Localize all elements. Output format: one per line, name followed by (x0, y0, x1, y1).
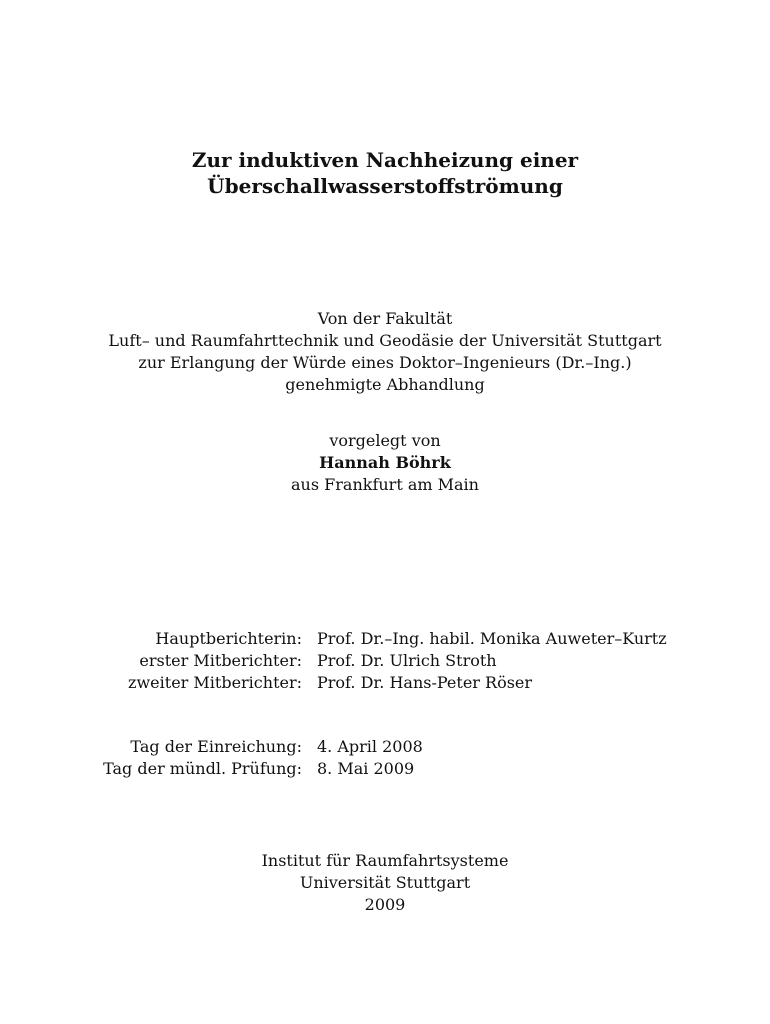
faculty-line-1: Von der Fakultät (317, 309, 453, 328)
date-row (0, 758, 770, 780)
examiner-row (0, 672, 770, 694)
examiner-row (0, 628, 770, 650)
date-value: 4. April 2008 (317, 737, 423, 756)
examiner-label: Hauptberichterin: (155, 629, 302, 648)
thesis-title-line-2: Überschallwasserstoffströmung (207, 174, 563, 198)
examiner-value: Prof. Dr. Hans-Peter Röser (317, 673, 533, 692)
examiner-value: Prof. Dr.–Ing. habil. Monika Auweter–Kurtz (317, 629, 667, 648)
institute-name: Institut für Raumfahrtsysteme (261, 851, 509, 870)
date-row (0, 736, 770, 758)
publication-year: 2009 (364, 895, 406, 914)
examiner-label: zweiter Mitberichter: (128, 673, 302, 692)
author-origin: aus Frankfurt am Main (291, 475, 479, 494)
examiner-label: erster Mitberichter: (139, 651, 302, 670)
faculty-line-3: zur Erlangung der Würde eines Doktor–Ingenieurs (Dr.–Ing.) (138, 353, 632, 372)
date-value: 8. Mai 2009 (317, 759, 415, 778)
presented-by: vorgelegt von (329, 431, 441, 450)
faculty-line-2: Luft– und Raumfahrttechnik und Geodäsie der Universität Stuttgart (108, 331, 662, 350)
university-name: Universität Stuttgart (299, 873, 471, 892)
date-label: Tag der mündl. Prüfung: (103, 759, 302, 778)
thesis-title-line-1: Zur induktiven Nachheizung einer (191, 148, 579, 172)
examiner-value: Prof. Dr. Ulrich Stroth (317, 651, 497, 670)
date-label: Tag der Einreichung: (130, 737, 302, 756)
author-name: Hannah Böhrk (319, 453, 451, 472)
examiner-row (0, 650, 770, 672)
faculty-line-4: genehmigte Abhandlung (285, 375, 485, 394)
